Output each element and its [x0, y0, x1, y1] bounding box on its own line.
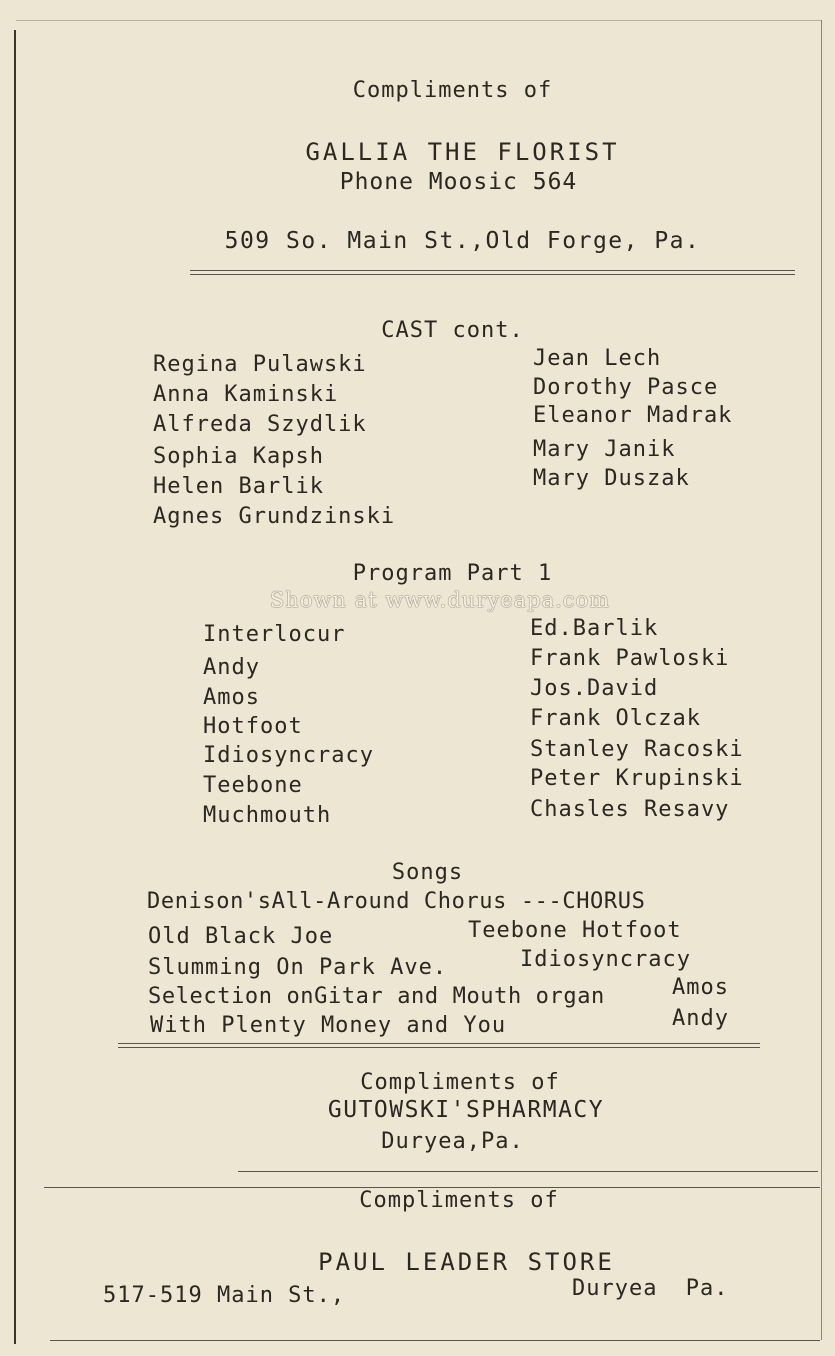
pharmacy-compliments: Compliments of	[360, 1070, 560, 1095]
song-title: Selection onGitar and Mouth organ	[148, 984, 605, 1009]
cast-member: Alfreda Szydlik	[153, 412, 367, 437]
songs-title: Songs	[391, 860, 464, 885]
program-role: Hotfoot	[203, 714, 303, 739]
program-actor: Ed.Barlik	[530, 616, 659, 641]
program-actor: Frank Pawloski	[530, 646, 730, 671]
cast-member: Eleanor Madrak	[533, 403, 733, 428]
cast-member: Helen Barlik	[153, 474, 324, 499]
song-performer: Teebone Hotfoot	[468, 918, 682, 943]
store-town: Duryea Pa.	[572, 1276, 729, 1301]
watermark-text: Shown at www.duryeapa.com	[269, 588, 611, 612]
cast-member: Sophia Kapsh	[153, 444, 324, 469]
store-name: PAUL LEADER STORE	[318, 1248, 615, 1276]
cast-member: Regina Pulawski	[153, 352, 367, 377]
store-address: 517-519 Main St.,	[103, 1283, 346, 1308]
cast-title: CAST cont.	[381, 318, 524, 343]
florist-address: 509 So. Main St.,Old Forge, Pa.	[224, 228, 701, 254]
song-title: Old Black Joe	[148, 924, 334, 949]
florist-phone: Phone Moosic 564	[339, 169, 578, 195]
cast-member: Anna Kaminski	[153, 382, 339, 407]
divider-rule	[50, 1340, 820, 1341]
program-title: Program Part 1	[352, 561, 553, 586]
song-performer: Andy	[672, 1006, 729, 1031]
program-role: Interlocur	[203, 622, 346, 647]
song-title: Slumming On Park Ave.	[148, 955, 448, 980]
song-title: With Plenty Money and You	[150, 1013, 507, 1038]
program-actor: Jos.David	[530, 676, 659, 701]
program-role: Teebone	[203, 773, 303, 798]
cast-member: Jean Lech	[533, 346, 662, 371]
pharmacy-name: GUTOWSKI'SPHARMACY	[327, 1097, 605, 1123]
florist-compliments: Compliments of	[352, 78, 553, 103]
cast-member: Agnes Grundzinski	[153, 504, 396, 529]
song-title: Denison'sAll-Around Chorus ---CHORUS	[147, 889, 646, 914]
divider-rule	[118, 1043, 760, 1048]
divider-rule	[190, 270, 795, 275]
page-border-top	[16, 20, 822, 21]
store-compliments: Compliments of	[359, 1188, 559, 1213]
florist-name: GALLIA THE FLORIST	[305, 138, 620, 166]
program-actor: Frank Olczak	[530, 706, 701, 731]
divider-rule	[238, 1171, 818, 1172]
program-role: Muchmouth	[203, 803, 332, 828]
program-role: Idiosyncracy	[203, 743, 374, 768]
program-role: Andy	[203, 655, 260, 680]
pharmacy-location: Duryea,Pa.	[381, 1129, 524, 1154]
program-actor: Peter Krupinski	[530, 766, 744, 791]
song-performer: Idiosyncracy	[520, 947, 691, 972]
song-performer: Amos	[672, 975, 729, 1000]
program-actor: Chasles Resavy	[530, 797, 730, 822]
program-role: Amos	[203, 685, 260, 710]
program-actor: Stanley Racoski	[530, 737, 744, 762]
cast-member: Mary Duszak	[533, 466, 690, 491]
cast-member: Dorothy Pasce	[533, 375, 719, 400]
cast-member: Mary Janik	[533, 437, 676, 462]
